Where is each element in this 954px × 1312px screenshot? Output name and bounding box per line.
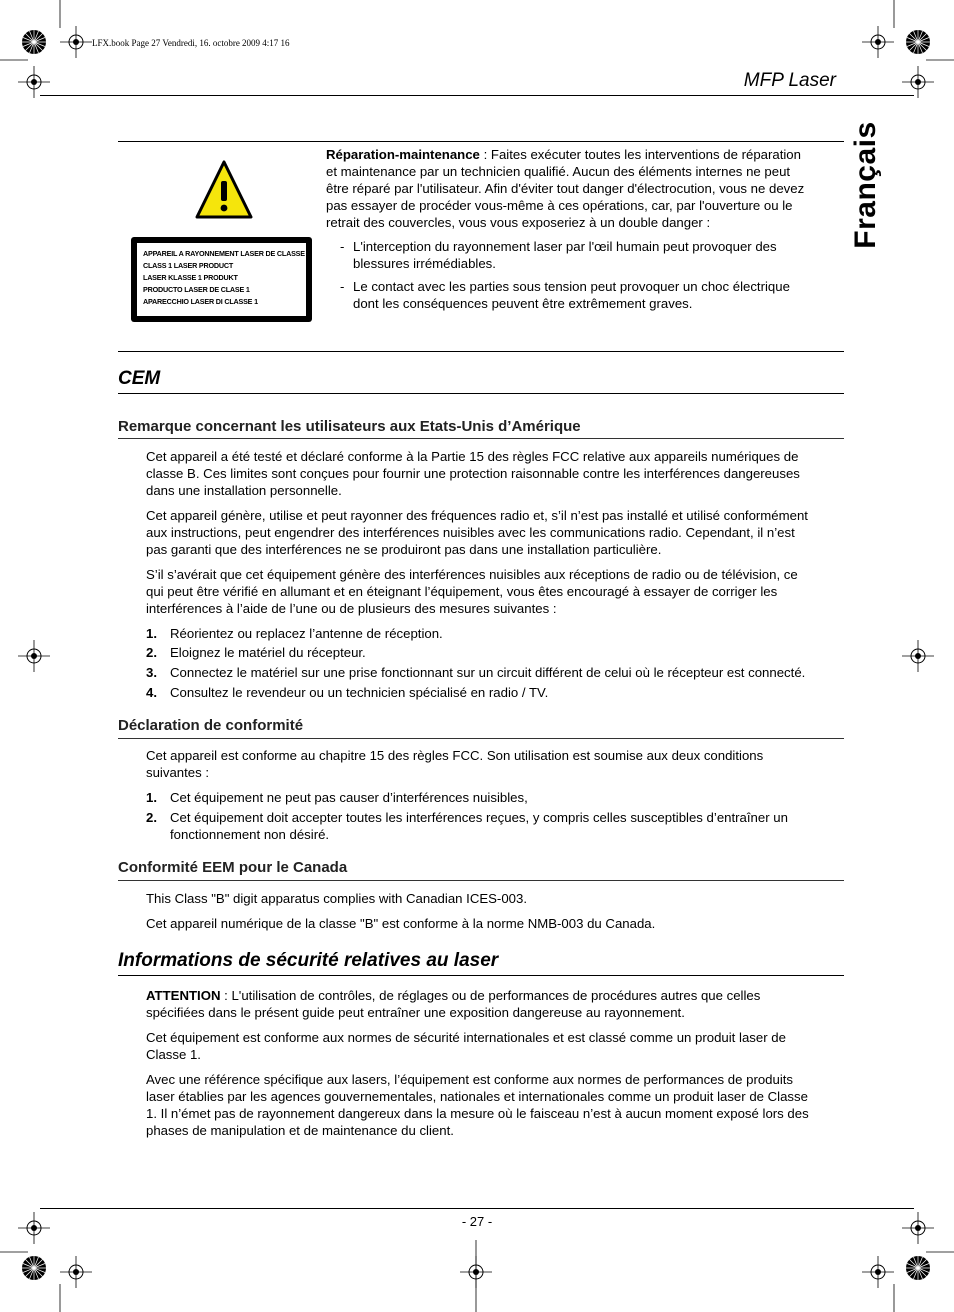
danger-bullet: - Le contact avec les parties sous tension peut provoquer un choc électrique dont les conséquences peuvent être extrêmement graves. [340,279,790,311]
footer-rule [40,1208,914,1209]
page-number: - 27 - [461,1214,493,1229]
paragraph: Avec une référence spécifique aux lasers, l’équipement est conforme aux normes de performances de produits laser établies par les agences gouvernementales, nationales et internationales comme un produit laser de Classe 1. Il n’émet pas de rayonnement dangereux dans la mesure où le faisceau n’est à aucun moment exposé lors des phases de manipulation et de maintenance du client. [146,1072,809,1138]
section-rule [118,393,844,394]
subsection-title-canada: Conformité EEM pour le Canada [118,859,348,876]
paragraph: Cet appareil a été testé et déclaré conforme à la Partie 15 des règles FCC relative aux appareils numériques de classe B. Ces limites sont conçues pour fournir une protection raisonnable contre les interférences dangereuses dans une installation personnelle. [146,449,800,498]
subsection-rule [118,880,844,881]
paragraph: Cet appareil est conforme au chapitre 15 des règles FCC. Son utilisation est soumise aux deux conditions suivantes : [146,748,764,780]
label-line: CLASS 1 LASER PRODUCT [143,261,234,270]
label-line: APARECCHIO LASER DI CLASSE 1 [143,297,258,306]
label-line: APPAREIL A RAYONNEMENT LASER DE CLASSE 1 [143,249,311,258]
numbered-item: 4. Consultez le revendeur ou un technicien spécialisé en radio / TV. [146,685,549,700]
paragraph: Cet équipement est conforme aux normes de sécurité internationales et est classé comme un produit laser de Classe 1. [146,1030,786,1062]
numbered-item: 2. Cet équipement doit accepter toutes les interférences reçues, y compris celles susceptibles d’entraîner un fonctionnement non désiré. [146,810,788,842]
running-title: MFP Laser [743,70,836,91]
label-line: PRODUCTO LASER DE CLASE 1 [143,285,250,294]
language-tab: Français [849,121,882,249]
numbered-item: 1. Cet équipement ne peut pas causer d’interférences nuisibles, [146,790,528,805]
label-line: LASER KLASSE 1 PRODUKT [143,273,238,282]
warning-triangle-icon [195,159,253,221]
paragraph: Cet appareil génère, utilise et peut rayonner des fréquences radio et, s’il n’est pas installé et utilisé conformément aux instructions, peut engendrer des interférences nuisibles avec les communications radio. Cependant, il n’est pas garanti que des interférences ne se produiront pas dans une installation particulière. [146,508,808,557]
paragraph: Cet appareil numérique de la classe "B" est conforme à la norme NMB-003 du Canada. [146,916,656,931]
numbered-item: 3. Connectez le matériel sur une prise fonctionnant sur un circuit différent de celui où le récepteur est connecté. [146,665,806,680]
repair-warning-paragraph: Réparation-maintenance : Faites exécuter toutes les interventions de réparation et maintenance par un technicien qualifié. Aucun des éléments internes ne peut être réparé par l'utilisateur. Afin d'éviter tout danger d'électrocution, vous ne devez pas essayer de procéder vous-même à ces opérations, car, par l'ouverture ou le retrait des couvercles, vous vous exposeriez à un double danger : [326,147,805,230]
subsection-rule [118,438,844,439]
subsection-rule [118,738,844,739]
warning-top-rule [118,141,844,142]
file-info: LFX.book Page 27 Vendredi, 16. octobre 2009 4:17 16 [92,38,290,48]
numbered-item: 1. Réorientez ou replacez l’antenne de réception. [146,626,443,641]
paragraph: This Class "B" digit apparatus complies with Canadian ICES-003. [146,891,527,906]
warning-bottom-rule [118,351,844,352]
numbered-item: 2. Eloignez le matériel du récepteur. [146,645,366,660]
section-rule [118,975,844,976]
section-title-laser: Informations de sécurité relatives au laser [118,950,499,971]
header-rule [40,95,914,96]
subsection-title-us: Remarque concernant les utilisateurs aux Etats-Unis d’Amérique [118,418,581,435]
danger-bullet: - L'interception du rayonnement laser par l'œil humain peut provoquer des blessures irrémédiables. [340,239,777,271]
subsection-title-conformity: Déclaration de conformité [118,717,304,734]
attention-paragraph: ATTENTION : L'utilisation de contrôles, de réglages ou de performances de procédures autres que celles spécifiées dans le présent guide peut entraîner une exposition dangereuse au rayonnement. [146,988,761,1020]
laser-class-label [131,237,312,322]
section-title-cem: CEM [118,368,161,389]
paragraph: S’il s’avérait que cet équipement génère des interférences nuisibles aux réceptions de radio ou de télévision, ce qui peut être vérifié en allumant et en éteignant l’équipement, vous êtes encouragé à essayer de corriger les interférences à l’aide de l’une ou de plusieurs des mesures suivantes : [146,567,798,616]
